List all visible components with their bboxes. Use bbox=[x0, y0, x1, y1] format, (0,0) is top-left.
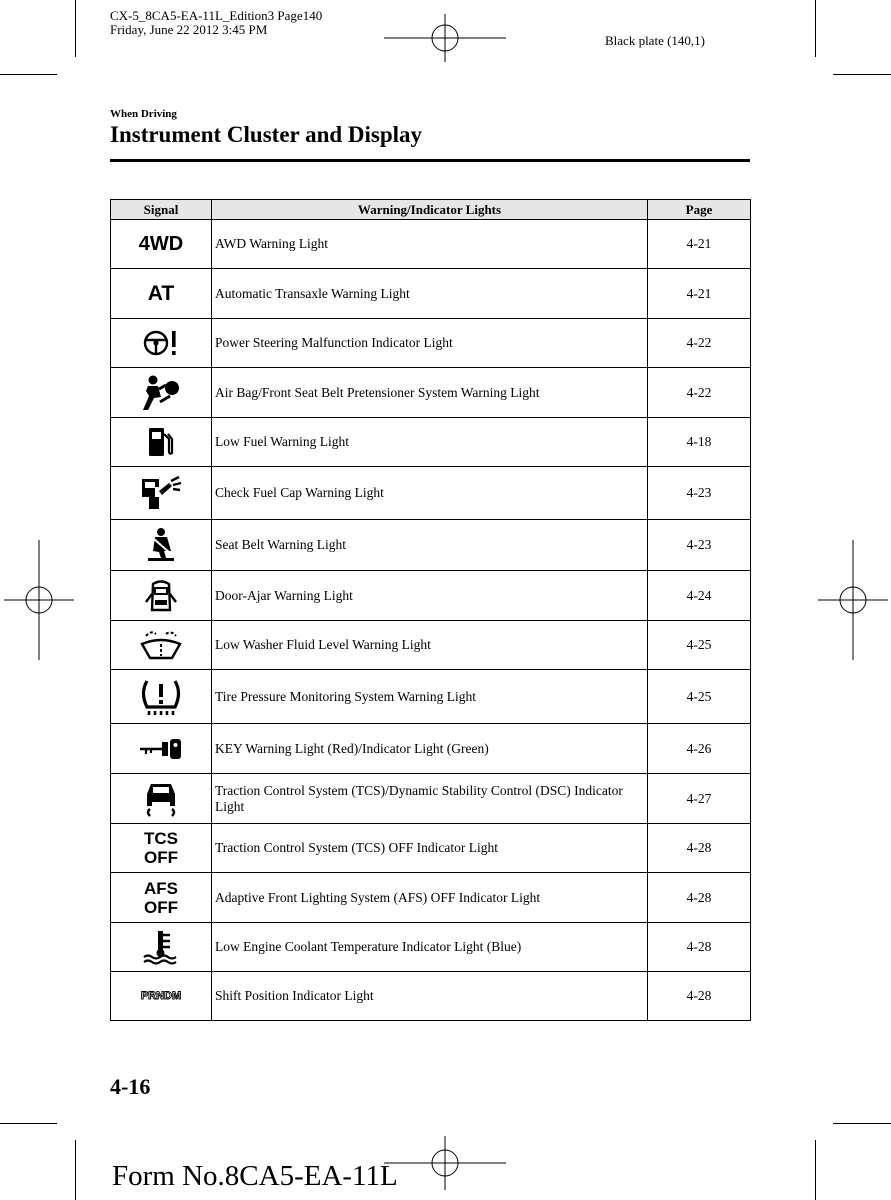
crop-mark bbox=[833, 74, 891, 75]
header-signal: Signal bbox=[111, 200, 212, 220]
page-ref: 4-18 bbox=[648, 418, 751, 467]
print-file-line: CX-5_8CA5-EA-11L_Edition3 Page140 bbox=[110, 8, 323, 23]
shift-position-icon: PRNDM bbox=[140, 990, 182, 1003]
page-ref: 4-28 bbox=[648, 923, 751, 972]
light-name: Low Fuel Warning Light bbox=[212, 418, 648, 467]
crop-mark bbox=[815, 1140, 816, 1200]
at-icon: AT bbox=[147, 281, 175, 305]
light-name: Air Bag/Front Seat Belt Pretensioner System Warning Light bbox=[212, 368, 648, 418]
page-ref: 4-21 bbox=[648, 220, 751, 269]
page-ref: 4-25 bbox=[648, 621, 751, 670]
light-name: Door-Ajar Warning Light bbox=[212, 571, 648, 621]
table-row bbox=[111, 824, 751, 873]
registration-mark-top bbox=[384, 14, 506, 62]
crop-mark bbox=[815, 0, 816, 57]
signal-cell bbox=[111, 520, 212, 571]
table-row bbox=[111, 724, 751, 774]
tcs-off-icon-line2: OFF bbox=[144, 848, 178, 867]
tire-pressure-icon bbox=[138, 677, 184, 717]
signal-cell bbox=[111, 923, 212, 972]
page-ref: 4-22 bbox=[648, 319, 751, 368]
crop-mark bbox=[833, 1123, 891, 1124]
afs-off-icon bbox=[144, 879, 178, 917]
door-ajar-icon bbox=[144, 578, 178, 614]
power-steering-icon bbox=[141, 327, 181, 359]
table-row bbox=[111, 774, 751, 824]
signal-cell bbox=[111, 972, 212, 1021]
page-ref: 4-26 bbox=[648, 724, 751, 774]
table-header-row bbox=[111, 200, 751, 220]
page-title: Instrument Cluster and Display bbox=[110, 122, 423, 147]
header-lights: Warning/Indicator Lights bbox=[212, 200, 648, 220]
signal-cell bbox=[111, 621, 212, 670]
afs-off-icon-line1: AFS bbox=[144, 878, 178, 898]
page-ref: 4-27 bbox=[648, 774, 751, 824]
table-row bbox=[111, 873, 751, 923]
table-row bbox=[111, 368, 751, 418]
section-label: When Driving bbox=[110, 108, 177, 120]
page-ref: 4-28 bbox=[648, 873, 751, 923]
traction-control-icon bbox=[143, 780, 179, 818]
page-ref: 4-21 bbox=[648, 269, 751, 319]
signal-cell bbox=[111, 418, 212, 467]
table-row bbox=[111, 418, 751, 467]
table-row bbox=[111, 972, 751, 1021]
table-row bbox=[111, 571, 751, 621]
4wd-icon: 4WD bbox=[138, 233, 184, 256]
form-number: Form No.8CA5-EA-11L bbox=[112, 1160, 398, 1192]
signal-cell bbox=[111, 724, 212, 774]
signal-cell bbox=[111, 368, 212, 418]
warning-lights-table bbox=[110, 199, 751, 1021]
signal-cell bbox=[111, 467, 212, 520]
page-ref: 4-24 bbox=[648, 571, 751, 621]
table-row bbox=[111, 621, 751, 670]
table-row bbox=[111, 220, 751, 269]
light-name: Power Steering Malfunction Indicator Light bbox=[212, 319, 648, 368]
crop-mark bbox=[75, 1140, 76, 1200]
print-plate: Black plate (140,1) bbox=[605, 33, 705, 48]
light-name: Automatic Transaxle Warning Light bbox=[212, 269, 648, 319]
registration-mark-left bbox=[4, 540, 74, 660]
light-name: Traction Control System (TCS)/Dynamic Stability Control (DSC) Indicator Light bbox=[212, 774, 648, 824]
table-row bbox=[111, 467, 751, 520]
light-name: Low Engine Coolant Temperature Indicator Light (Blue) bbox=[212, 923, 648, 972]
tcs-off-icon bbox=[144, 829, 178, 867]
page-ref: 4-28 bbox=[648, 972, 751, 1021]
page-ref: 4-25 bbox=[648, 670, 751, 724]
registration-mark-bottom bbox=[384, 1136, 506, 1190]
washer-fluid-icon bbox=[138, 628, 184, 662]
table-row bbox=[111, 520, 751, 571]
light-name: Shift Position Indicator Light bbox=[212, 972, 648, 1021]
signal-cell bbox=[111, 220, 212, 269]
signal-cell bbox=[111, 774, 212, 824]
seat-belt-icon bbox=[145, 527, 177, 563]
light-name: Traction Control System (TCS) OFF Indicator Light bbox=[212, 824, 648, 873]
page-ref: 4-23 bbox=[648, 520, 751, 571]
light-name: KEY Warning Light (Red)/Indicator Light (Green) bbox=[212, 724, 648, 774]
signal-cell bbox=[111, 873, 212, 923]
light-name: Check Fuel Cap Warning Light bbox=[212, 467, 648, 520]
signal-cell bbox=[111, 571, 212, 621]
fuel-pump-icon bbox=[146, 425, 176, 459]
light-name: Adaptive Front Lighting System (AFS) OFF Indicator Light bbox=[212, 873, 648, 923]
print-date-line: Friday, June 22 2012 3:45 PM bbox=[110, 22, 268, 37]
page-ref: 4-23 bbox=[648, 467, 751, 520]
signal-cell bbox=[111, 269, 212, 319]
signal-cell bbox=[111, 824, 212, 873]
fuel-cap-icon bbox=[139, 475, 183, 511]
afs-off-icon-line2: OFF bbox=[144, 897, 178, 917]
crop-mark bbox=[0, 1123, 57, 1124]
crop-mark bbox=[0, 74, 57, 75]
table-row bbox=[111, 670, 751, 724]
light-name: Tire Pressure Monitoring System Warning Light bbox=[212, 670, 648, 724]
crop-mark bbox=[75, 0, 76, 57]
light-name: AWD Warning Light bbox=[212, 220, 648, 269]
tcs-off-icon-line1: TCS bbox=[144, 829, 178, 848]
page-ref: 4-28 bbox=[648, 824, 751, 873]
airbag-icon bbox=[140, 374, 182, 412]
title-rule bbox=[110, 159, 750, 162]
page-ref: 4-22 bbox=[648, 368, 751, 418]
table-row bbox=[111, 269, 751, 319]
registration-mark-right bbox=[818, 540, 888, 660]
page-number: 4-16 bbox=[110, 1074, 151, 1099]
light-name: Low Washer Fluid Level Warning Light bbox=[212, 621, 648, 670]
key-icon bbox=[138, 736, 184, 762]
light-name: Seat Belt Warning Light bbox=[212, 520, 648, 571]
coolant-temp-icon bbox=[141, 929, 181, 965]
table-row bbox=[111, 923, 751, 972]
signal-cell bbox=[111, 670, 212, 724]
header-page: Page bbox=[648, 200, 751, 220]
table-row bbox=[111, 319, 751, 368]
signal-cell bbox=[111, 319, 212, 368]
